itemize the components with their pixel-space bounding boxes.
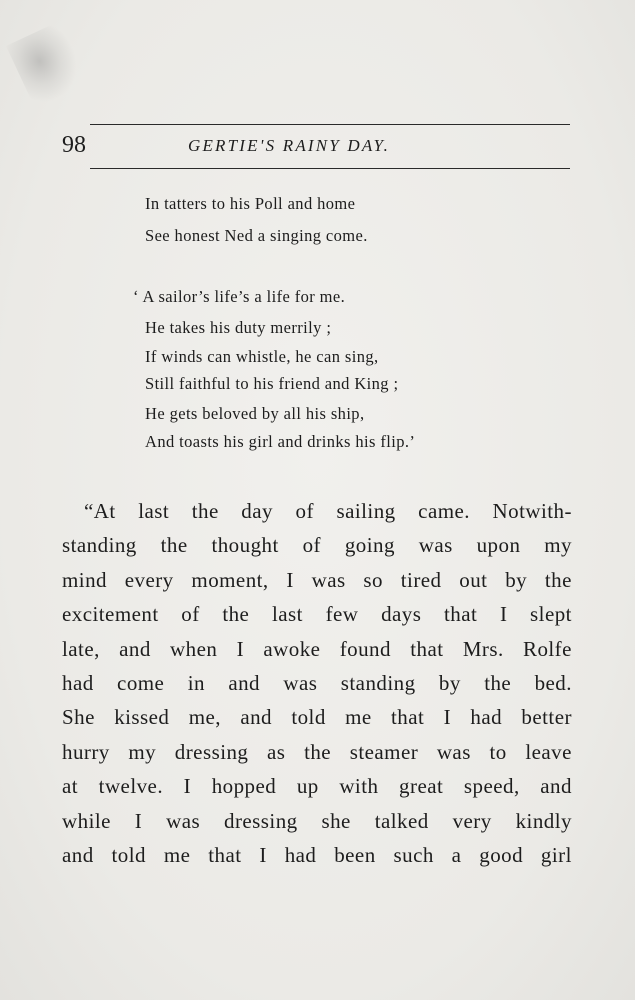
header-rule-bottom: [90, 168, 570, 169]
body-paragraph: [62, 494, 572, 872]
paragraph-line: She kissed me, and told me that I had better: [62, 705, 572, 730]
verse-line: And toasts his girl and drinks his flip.’: [145, 432, 416, 451]
verse-line: ‘ A sailor’s life’s a life for me.: [133, 287, 346, 306]
paragraph-line: at twelve. I hopped up with great speed, and: [62, 774, 572, 799]
verse-line: In tatters to his Poll and home: [145, 194, 356, 213]
paragraph-line: mind every moment, I was so tired out by the: [62, 567, 572, 592]
running-title: GERTIE'S RAINY DAY.: [188, 136, 391, 155]
paragraph-line: excitement of the last few days that I slept: [62, 602, 572, 627]
verse-line: He gets beloved by all his ship,: [145, 404, 365, 423]
paragraph-line: standing the thought of going was upon my: [62, 533, 572, 558]
verse-line: He takes his duty merrily ;: [145, 318, 332, 337]
paragraph-line: “At last the day of sailing came. Notwith-: [84, 499, 572, 523]
verse-line: See honest Ned a singing come.: [145, 226, 368, 245]
paragraph-line: had come in and was standing by the bed.: [62, 670, 572, 695]
verse-line: If winds can whistle, he can sing,: [145, 347, 379, 366]
paragraph-line: while I was dressing she talked very kindly: [62, 808, 572, 833]
paragraph-line: and told me that I had been such a good girl: [62, 842, 572, 867]
page-number: 98: [62, 132, 86, 158]
paragraph-line: hurry my dressing as the steamer was to leave: [62, 739, 572, 764]
header-rule-top: [90, 124, 570, 125]
page-smudge: [6, 21, 90, 110]
verse-line: Still faithful to his friend and King ;: [145, 374, 399, 393]
paragraph-line: late, and when I awoke found that Mrs. Rolfe: [62, 636, 572, 661]
